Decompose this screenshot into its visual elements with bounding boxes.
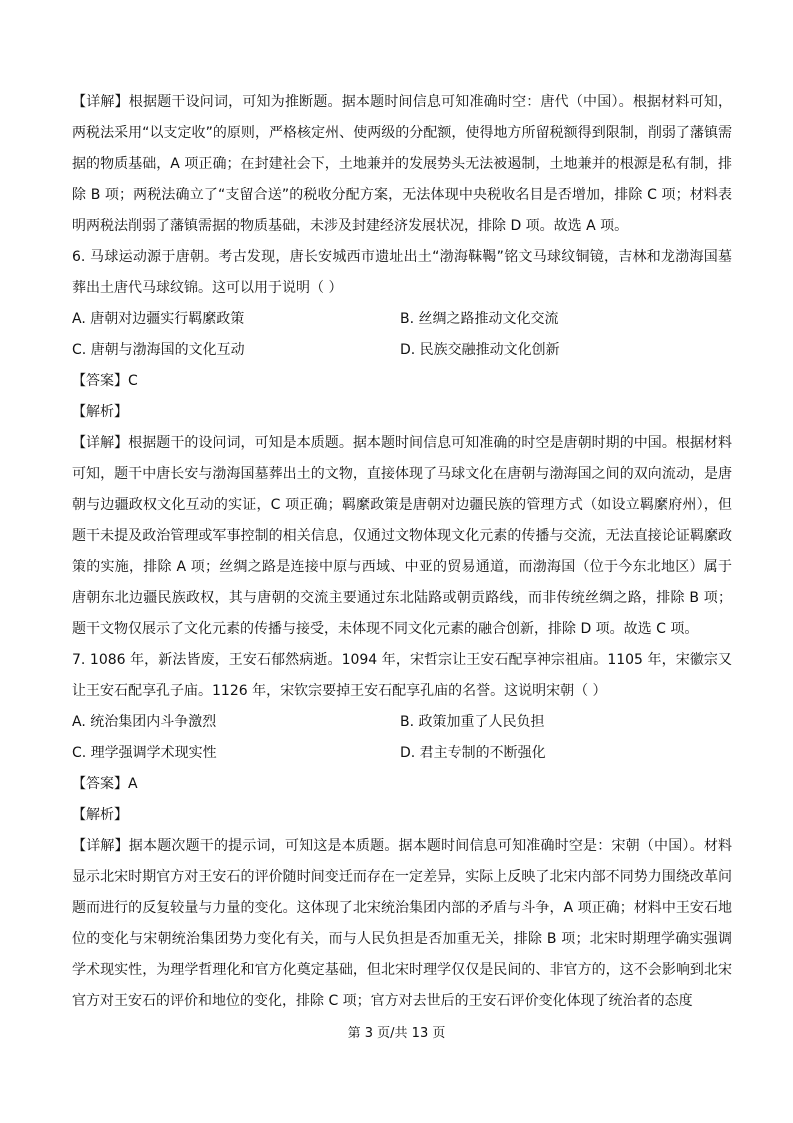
option-c: C. 唐朝与渤海国的文化互动 <box>72 342 245 358</box>
question-6-detail <box>72 428 732 645</box>
detail-text: 据本题次题干的提示词，可知这是本质题。据本题时间信息可知准确时空是：宋朝（中国）。材料显示北宋时期官方对王安石的评价随时间变迁而存在一定差异，实际上反映了北宋内部不同势力围绕改革问题而进行的反复较量与力量的变化。这体现了北宋统治集团内部的矛盾与斗争，A 项正确；材料中王安石地位的变化与宋朝统治集团势力变化有关，而与人民负担是否加重无关，排除 B 项；北宋时期理学确实强调学术现实性，为理学哲理化和官方化奠定基础，但北宋时理学仅仅是民间的、非官方的，这不会影响到北宋官方对王安石的评价和地位的变化，排除 C 项；官方对去世后的王安石评价变化体现了统治者的态度 <box>72 838 733 1009</box>
answer-value: A <box>128 776 138 792</box>
question-7-answer <box>72 769 732 800</box>
detail-tag: 【详解】 <box>72 838 129 854</box>
question-7-options-row-1 <box>72 707 732 738</box>
answer-tag: 【答案】 <box>72 776 128 792</box>
question-6-answer <box>72 366 732 397</box>
option-d: D. 君主专制的不断强化 <box>400 745 546 761</box>
explanation-paragraph <box>72 87 732 242</box>
question-6-options-row-1 <box>72 304 732 335</box>
question-7-options-row-2 <box>72 738 732 769</box>
option-b: B. 政策加重了人民负担 <box>400 714 545 730</box>
question-6-stem: 6. 马球运动源于唐朝。考古发现，唐长安城西市遗址出土“渤海靺鞨”铭文马球纹铜镜，吉林和龙渤海国墓葬出土唐代马球纹锦。这可以用于说明（ ） <box>72 249 732 296</box>
question-7-stem: 7. 1086 年，新法皆废，王安石郁然病逝。1094 年，宋哲宗让王安石配享神宗祖庙。1105 年，宋徽宗又让王安石配享孔子庙。1126 年，宋钦宗要掉王安石配享孔庙的名誉。这说明宋朝（ ） <box>72 652 732 699</box>
question-6-analysis-heading: 【解析】 <box>72 404 128 420</box>
question-7-detail <box>72 831 732 1017</box>
question-7-analysis-heading: 【解析】 <box>72 807 128 823</box>
detail-tag: 【详解】 <box>72 435 129 451</box>
option-a: A. 唐朝对边疆实行羁縻政策 <box>72 311 245 327</box>
detail-tag: 【详解】 <box>72 94 129 110</box>
detail-text: 根据题干的设问词，可知是本质题。据本题时间信息可知准确的时空是唐朝时期的中国。根据材料可知，题干中唐长安与渤海国墓葬出土的文物，直接体现了马球文化在唐朝与渤海国之间的双向流动，是唐朝与边疆政权文化互动的实证，C 项正确；羁縻政策是唐朝对边疆民族的管理方式（如设立羁縻府州），但题干未提及政治管理或军事控制的相关信息，仅通过文物体现文化元素的传播与交流，无法直接论证羁縻政策的实施，排除 A 项；丝绸之路是连接中原与西域、中亚的贸易通道，而渤海国（位于今东北地区）属于唐朝东北边疆民族政权，其与唐朝的交流主要通过东北陆路或朝贡路线，而非传统丝绸之路，排除 B 项；题干文物仅展示了文化元素的传播与接受，未体现不同文化元素的融合创新，排除 D 项。故选 C 项。 <box>72 435 733 637</box>
page-number-footer: 第 3 页/共 13 页 <box>347 1026 446 1041</box>
page-content <box>72 87 732 1017</box>
option-d: D. 民族交融推动文化创新 <box>400 342 560 358</box>
option-c: C. 理学强调学术现实性 <box>72 745 217 761</box>
question-6-options-row-2 <box>72 335 732 366</box>
answer-tag: 【答案】 <box>72 373 128 389</box>
option-b: B. 丝绸之路推动文化交流 <box>400 311 559 327</box>
option-a: A. 统治集团内斗争激烈 <box>72 714 217 730</box>
detail-text: 根据题干设问词，可知为推断题。据本题时间信息可知准确时空：唐代（中国）。根据材料可知，两税法采用“以支定收”的原则，严格核定州、使两级的分配额，使得地方所留税额得到限制，削弱了藩镇需据的物质基础，A 项正确；在封建社会下，土地兼并的发展势头无法被遏制，土地兼并的根源是私有制，排除 B 项；两税法确立了“支留合送”的税收分配方案，无法体现中央税收名目是否增加，排除 C 项；材料表明两税法削弱了藩镇需据的物质基础，未涉及封建经济发展状况，排除 D 项。故选 A 项。 <box>72 94 733 234</box>
answer-value: C <box>128 373 138 389</box>
